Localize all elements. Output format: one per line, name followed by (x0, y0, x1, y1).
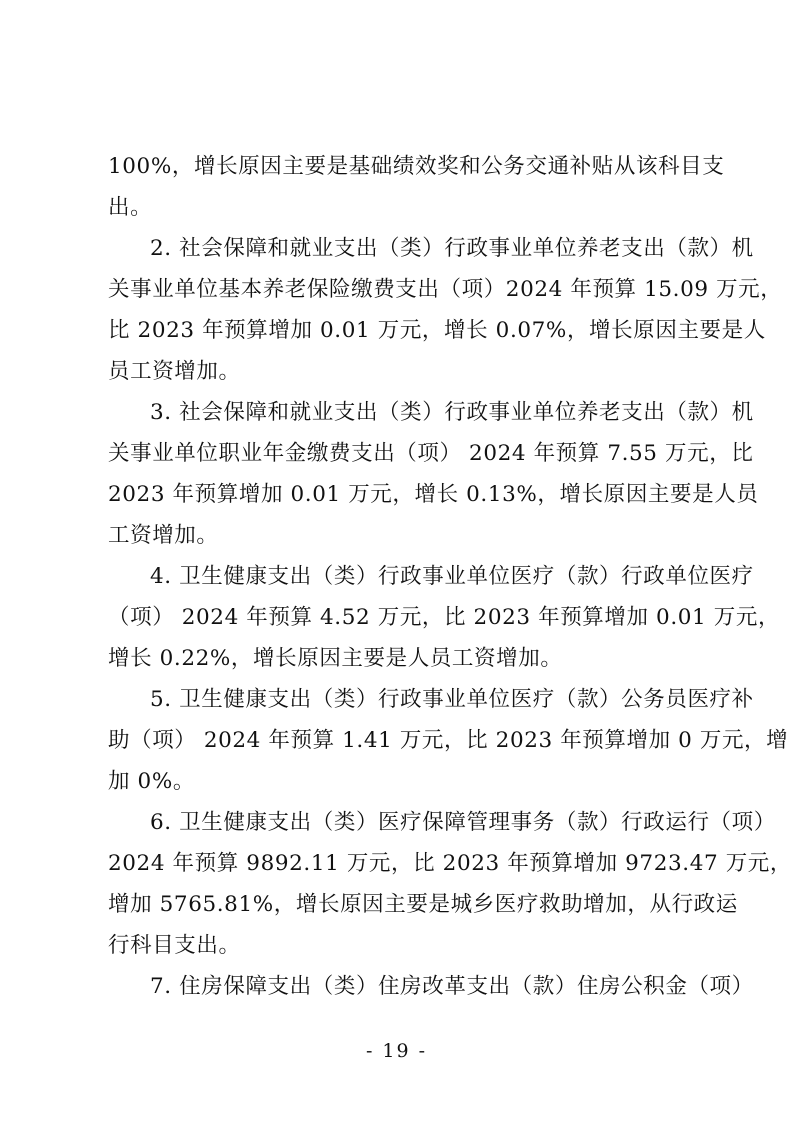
text-line: （项） 2024 年预算 4.52 万元，比 2023 年预算增加 0.01 万元， (108, 605, 781, 630)
text-line: 增长 0.22%，增长原因主要是人员工资增加。 (108, 646, 563, 671)
text-line: 助（项） 2024 年预算 1.41 万元，比 2023 年预算增加 0 万元，增 (108, 728, 789, 753)
page-number: - 19 - (365, 1040, 428, 1062)
text-line: 2024 年预算 9892.11 万元，比 2023 年预算增加 9723.47 万元， (108, 851, 792, 876)
text-line: 加 0%。 (108, 769, 195, 794)
paragraph-7-start: 7. 住房保障支出（类）住房改革支出（款）住房公积金（项） (150, 974, 754, 999)
text-line: 比 2023 年预算增加 0.01 万元，增长 0.07%，增长原因主要是人 (108, 318, 766, 343)
paragraph-2-start: 2. 社会保障和就业支出（类）行政事业单位养老支出（款）机 (150, 236, 754, 261)
paragraph-5-start: 5. 卫生健康支出（类）行政事业单位医疗（款）公务员医疗补 (150, 687, 754, 712)
text-line: 100%，增长原因主要是基础绩效奖和公务交通补贴从该科目支 (108, 154, 725, 179)
text-line: 出。 (108, 195, 153, 220)
text-line: 2023 年预算增加 0.01 万元，增长 0.13%，增长原因主要是人员 (108, 482, 759, 507)
paragraph-4-start: 4. 卫生健康支出（类）行政事业单位医疗（款）行政单位医疗 (150, 564, 754, 589)
text-line: 关事业单位职业年金缴费支出（项） 2024 年预算 7.55 万元，比 (108, 441, 754, 466)
paragraph-3-start: 3. 社会保障和就业支出（类）行政事业单位养老支出（款）机 (150, 400, 754, 425)
paragraph-6-start: 6. 卫生健康支出（类）医疗保障管理事务（款）行政运行（项） (150, 810, 776, 835)
text-line: 关事业单位基本养老保险缴费支出（项）2024 年预算 15.09 万元， (108, 277, 783, 302)
text-line: 员工资增加。 (108, 359, 241, 384)
text-line: 增加 5765.81%，增长原因主要是城乡医疗救助增加，从行政运 (108, 892, 738, 917)
text-line: 行科目支出。 (108, 933, 241, 958)
text-line: 工资增加。 (108, 523, 219, 548)
